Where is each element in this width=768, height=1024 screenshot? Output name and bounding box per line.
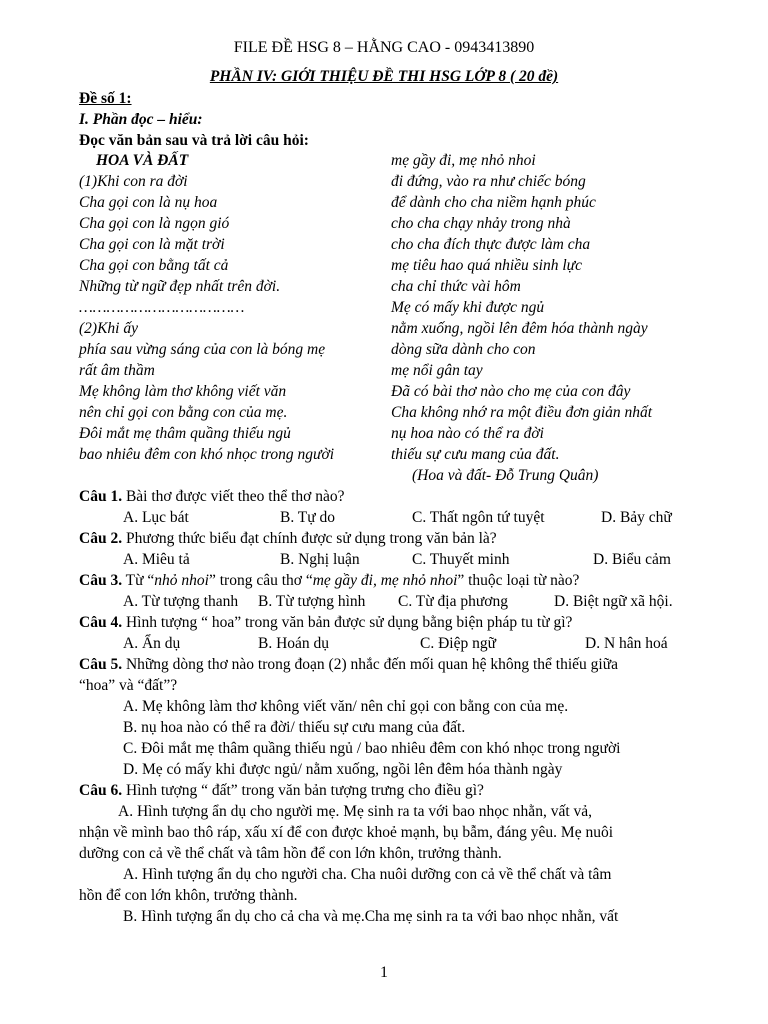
poem-line: mẹ gầy đi, mẹ nhỏ nhoi — [391, 152, 536, 169]
poem-line: rất âm thầm — [79, 362, 155, 379]
question-text: ” trong câu thơ “ — [208, 572, 313, 589]
answer-option: D. Bảy chữ — [601, 509, 672, 526]
question-text: Bài thơ được viết theo thể thơ nào? — [122, 488, 345, 505]
answer-option: A. Hình tượng ẩn dụ cho người mẹ. Mẹ sinh ra ta với bao nhọc nhằn, vất vả, — [118, 803, 593, 820]
answer-option: D. Biểu cảm — [593, 551, 671, 568]
question-3 — [79, 571, 579, 591]
poem-title: HOA VÀ ĐẤT — [96, 152, 189, 169]
poem-line: thiếu sự cưu mang của đất. — [391, 446, 560, 463]
poem-line: Những từ ngữ đẹp nhất trên đời. — [79, 278, 281, 295]
poem-line: Đã có bài thơ nào cho mẹ của con đây — [391, 383, 631, 400]
answer-option: B. Tự do — [280, 509, 336, 526]
question-4 — [79, 613, 572, 633]
poem-line: phía sau vừng sáng của con là bóng mẹ — [79, 341, 326, 358]
poem-line: cho cha chạy nhảy trong nhà — [391, 215, 571, 232]
answer-option: B. Hoán dụ — [258, 635, 330, 652]
poem-line: đi đứng, vào ra như chiếc bóng — [391, 173, 586, 190]
poem-line: mẹ nổi gân tay — [391, 362, 483, 379]
answer-option: B. nụ hoa nào có thể ra đời/ thiếu sự cưu mang của đất. — [123, 719, 466, 736]
question-text: Hình tượng “ hoa” trong văn bản được sử dụng bằng biện pháp tu từ gì? — [122, 614, 573, 631]
answer-option: C. Thuyết minh — [412, 551, 510, 568]
part-heading: I. Phần đọc – hiểu: — [79, 111, 203, 128]
answer-text-continued: hồn để con lớn khôn, trưởng thành. — [79, 887, 298, 904]
question-1 — [79, 487, 344, 507]
question-text: Từ “ — [122, 572, 155, 589]
question-label: Câu 5. — [79, 656, 123, 673]
section-title: PHẦN IV: GIỚI THIỆU ĐỀ THI HSG LỚP 8 ( 20 đề) — [209, 68, 559, 85]
question-text: Những dòng thơ nào trong đoạn (2) nhắc đến mối quan hệ không thể thiếu giữa — [122, 656, 619, 673]
quoted-word: nhỏ nhoi — [154, 572, 209, 589]
question-6 — [79, 781, 484, 801]
question-label: Câu 6. — [79, 782, 123, 799]
poem-source: (Hoa và đất- Đỗ Trung Quân) — [412, 467, 599, 484]
poem-line: Mẹ không làm thơ không viết văn — [79, 383, 287, 400]
poem-line: Đôi mắt mẹ thâm quầng thiếu ngủ — [79, 425, 291, 442]
question-5 — [79, 655, 618, 675]
question-2 — [79, 529, 497, 549]
answer-option: A. Miêu tả — [123, 551, 190, 568]
poem-line: bao nhiêu đêm con khó nhọc trong người — [79, 446, 335, 463]
answer-option: A. Hình tượng ẩn dụ cho người cha. Cha nuôi dưỡng con cả về thể chất và tâm — [123, 866, 612, 883]
answer-option: D. Biệt ngữ xã hội. — [554, 593, 673, 610]
poem-line: Cha không nhớ ra một điều đơn giản nhất — [391, 404, 653, 421]
poem-line: (2)Khi ấy — [79, 320, 138, 337]
answer-option: A. Từ tượng thanh — [123, 593, 239, 610]
answer-option: C. Đôi mắt mẹ thâm quầng thiếu ngủ / bao nhiêu đêm con khó nhọc trong người — [123, 740, 621, 757]
poem-line: Cha gọi con là ngọn gió — [79, 215, 230, 232]
answer-text-continued: dưỡng con cả về thể chất và tâm hồn để con lớn khôn, trưởng thành. — [79, 845, 502, 862]
instruction: Đọc văn bản sau và trả lời câu hỏi: — [79, 132, 309, 149]
poem-line: cha chỉ thức vài hôm — [391, 278, 521, 295]
answer-option: B. Hình tượng ẩn dụ cho cả cha và mẹ.Cha mẹ sinh ra ta với bao nhọc nhằn, vất — [123, 908, 619, 925]
answer-option: D. N hân hoá — [585, 635, 668, 652]
answer-option: B. Từ tượng hình — [258, 593, 366, 610]
poem-line: mẹ tiêu hao quá nhiều sinh lực — [391, 257, 582, 274]
page-number: 1 — [380, 964, 388, 981]
answer-option: C. Điệp ngữ — [420, 635, 496, 652]
question-label: Câu 4. — [79, 614, 123, 631]
exam-number: Đề số 1: — [79, 90, 132, 107]
poem-line: nụ hoa nào có thể ra đời — [391, 425, 544, 442]
question-label: Câu 3. — [79, 572, 123, 589]
question-label: Câu 2. — [79, 530, 123, 547]
question-text: Hình tượng “ đất” trong văn bản tượng trưng cho điều gì? — [122, 782, 484, 799]
page-header: FILE ĐỀ HSG 8 – HẰNG CAO - 0943413890 — [233, 39, 535, 56]
poem-line: nên chỉ gọi con bằng con của mẹ. — [79, 404, 288, 421]
poem-ellipsis: ……………………………… — [79, 299, 245, 316]
answer-option: C. Thất ngôn tứ tuyệt — [412, 509, 545, 526]
question-label: Câu 1. — [79, 488, 123, 505]
poem-line: dòng sữa dành cho con — [391, 341, 536, 358]
answer-option: A. Ẩn dụ — [123, 635, 181, 652]
quoted-line: mẹ gầy đi, mẹ nhỏ nhoi — [312, 572, 458, 589]
poem-line: Cha gọi con là mặt trời — [79, 236, 225, 253]
poem-line: Cha gọi con bằng tất cả — [79, 257, 229, 274]
question-text-continued: “hoa” và “đất”? — [79, 677, 178, 694]
poem-line: để dành cho cha niềm hạnh phúc — [391, 194, 596, 211]
answer-option: A. Lục bát — [123, 509, 189, 526]
answer-option: C. Từ địa phương — [398, 593, 508, 610]
question-text: ” thuộc loại từ nào? — [457, 572, 580, 589]
poem-line: Mẹ có mấy khi được ngủ — [391, 299, 545, 316]
poem-line: nằm xuống, ngồi lên đêm hóa thành ngày — [391, 320, 648, 337]
answer-option: A. Mẹ không làm thơ không viết văn/ nên chỉ gọi con bằng con của mẹ. — [123, 698, 569, 715]
answer-option: D. Mẹ có mấy khi được ngủ/ nằm xuống, ngồi lên đêm hóa thành ngày — [123, 761, 563, 778]
answer-text-continued: nhận về mình bao thô ráp, xấu xí để con được khoẻ mạnh, bụ bẫm, đáng yêu. Mẹ nuôi — [79, 824, 614, 841]
answer-option: B. Nghị luận — [280, 551, 360, 568]
poem-line: (1)Khi con ra đời — [79, 173, 188, 190]
poem-line: cho cha đích thực được làm cha — [391, 236, 591, 253]
question-text: Phương thức biểu đạt chính được sử dụng trong văn bản là? — [122, 530, 497, 547]
poem-line: Cha gọi con là nụ hoa — [79, 194, 218, 211]
